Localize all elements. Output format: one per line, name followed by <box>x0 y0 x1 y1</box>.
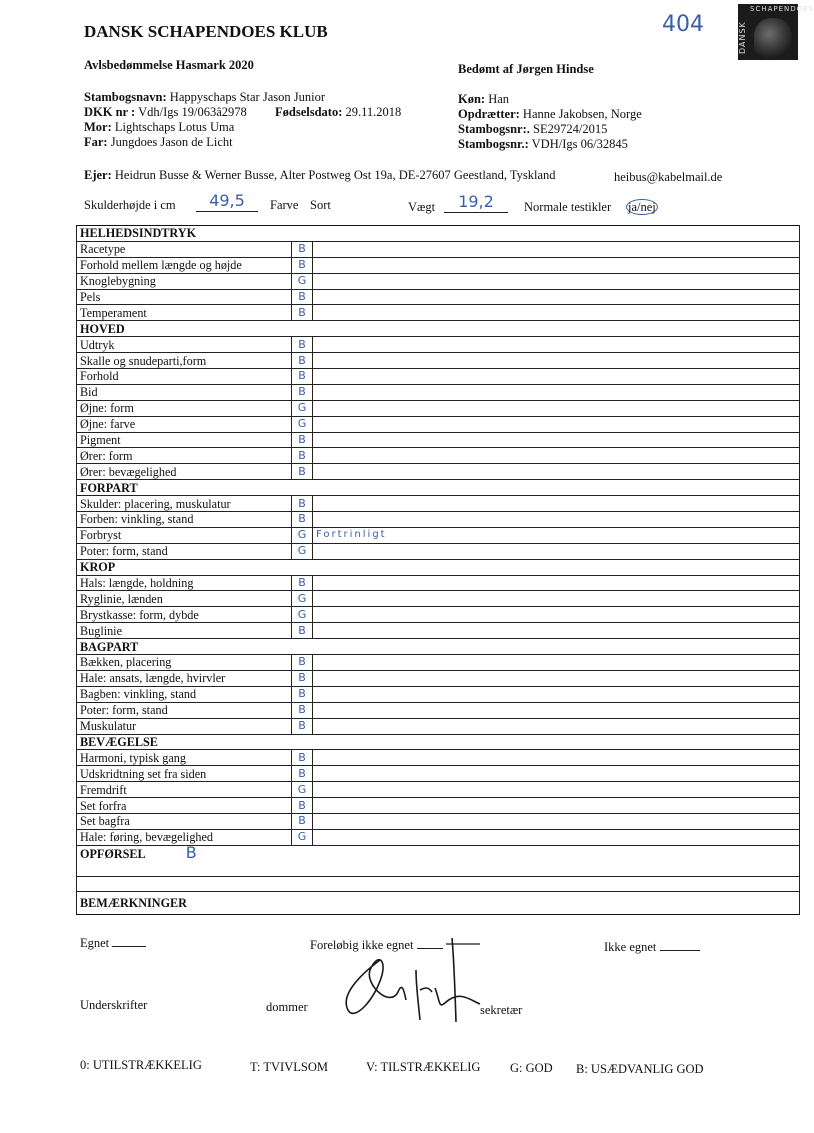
sex: Køn: Han <box>458 92 510 106</box>
criterion-label: Skulder: placering, muskulatur <box>77 496 292 512</box>
signatures-label: Underskrifter <box>80 998 148 1012</box>
table-row <box>77 448 800 464</box>
remark-cell <box>313 257 800 273</box>
criterion-label: Forhold <box>77 369 292 385</box>
section-title: BAGPART <box>77 639 800 655</box>
remark-cell <box>313 798 800 814</box>
grade-cell: B <box>292 813 313 829</box>
criterion-label: Skalle og snudeparti,form <box>77 353 292 369</box>
remark-cell: Fortrinligt <box>313 527 800 543</box>
grade-cell: B <box>292 257 313 273</box>
section-title: KROP <box>77 559 800 575</box>
owner-email: heibus@kabelmail.de <box>614 170 723 184</box>
color-value: Sort <box>310 198 331 212</box>
remark-cell <box>313 750 800 766</box>
criterion-label: Knoglebygning <box>77 273 292 289</box>
table-row <box>77 702 800 718</box>
criterion-label: Fremdrift <box>77 782 292 798</box>
criterion-label: Set bagfra <box>77 813 292 829</box>
table-row <box>77 670 800 686</box>
remark-cell <box>313 241 800 257</box>
behavior-grade: B <box>185 842 197 862</box>
remark-cell <box>313 655 800 671</box>
weight-field: 19,2 <box>444 192 508 213</box>
mother: Mor: Lightschaps Lotus Uma <box>84 120 235 134</box>
breeder: Opdrætter: Hanne Jakobsen, Norge <box>458 107 642 121</box>
remark-cell <box>313 353 800 369</box>
criterion-label: Poter: form, stand <box>77 702 292 718</box>
criterion-label: Udskridtning set fra siden <box>77 766 292 782</box>
legend-item-v: V: TILSTRÆKKELIG <box>366 1060 481 1074</box>
criterion-label: Brystkasse: form, dybde <box>77 607 292 623</box>
criterion-label: Udtryk <box>77 337 292 353</box>
table-row <box>77 241 800 257</box>
table-row <box>77 829 800 845</box>
grade-cell: B <box>292 702 313 718</box>
remark-cell <box>313 543 800 559</box>
remark-cell <box>313 305 800 321</box>
section-header <box>77 639 800 655</box>
criterion-label: Forbryst <box>77 527 292 543</box>
section-title: HELHEDSINDTRYK <box>77 226 800 242</box>
table-row <box>77 257 800 273</box>
grade-cell: G <box>292 416 313 432</box>
table-row <box>77 575 800 591</box>
dog-logo-image <box>754 18 792 58</box>
table-row <box>77 305 800 321</box>
behavior-cell <box>77 842 800 876</box>
criterion-label: Bid <box>77 384 292 400</box>
testicles-options: ja/nej <box>628 200 656 214</box>
secretary-signature-label: sekretær <box>480 1003 523 1017</box>
verdict-temp-unsuitable: Foreløbig ikke egnet <box>310 938 443 953</box>
grade-cell: B <box>292 575 313 591</box>
table-row <box>77 798 800 814</box>
handwritten-signature <box>320 930 500 1030</box>
criterion-label: Ører: bevægelighed <box>77 464 292 480</box>
grade-cell: B <box>292 369 313 385</box>
grade-cell: G <box>292 607 313 623</box>
grade-cell: B <box>292 623 313 639</box>
criterion-label: Hale: føring, bevægelighed <box>77 829 292 845</box>
criterion-label: Hale: ansats, længde, hvirvler <box>77 670 292 686</box>
criterion-label: Pels <box>77 289 292 305</box>
grade-cell: B <box>292 432 313 448</box>
remarks-row <box>77 891 800 914</box>
grade-cell: G <box>292 829 313 845</box>
criterion-label: Bagben: vinkling, stand <box>77 686 292 702</box>
remark-cell <box>313 496 800 512</box>
table-row <box>77 400 800 416</box>
pedigree-name: Stambogsnavn: Happyschaps Star Jason Junior <box>84 90 325 104</box>
grade-cell: B <box>292 384 313 400</box>
remark-cell <box>313 782 800 798</box>
weight-label: Vægt <box>408 200 436 214</box>
remarks-label: BEMÆRKNINGER <box>77 891 800 914</box>
legend-item-b: B: USÆDVANLIG GOD <box>576 1062 704 1076</box>
remark-cell <box>313 718 800 734</box>
remark-cell <box>313 702 800 718</box>
remark-cell <box>313 369 800 385</box>
grade-cell: B <box>292 512 313 528</box>
table-row <box>77 623 800 639</box>
remark-cell <box>313 670 800 686</box>
remark-cell <box>313 575 800 591</box>
color-label: Farve <box>270 198 299 212</box>
table-row <box>77 384 800 400</box>
criterion-label: Forben: vinkling, stand <box>77 512 292 528</box>
grade-cell: B <box>292 496 313 512</box>
section-title: BEVÆGELSE <box>77 734 800 750</box>
father: Far: Jungdoes Jason de Licht <box>84 135 233 149</box>
grade-cell: B <box>292 337 313 353</box>
criterion-label: Hals: længde, holdning <box>77 575 292 591</box>
criterion-label: Muskulatur <box>77 718 292 734</box>
remark-cell <box>313 432 800 448</box>
grade-cell: G <box>292 400 313 416</box>
table-row <box>77 512 800 528</box>
grade-cell: B <box>292 670 313 686</box>
remark-cell <box>313 384 800 400</box>
page-number: 404 <box>662 12 704 37</box>
table-row <box>77 686 800 702</box>
grade-cell: B <box>292 766 313 782</box>
remark-cell <box>313 400 800 416</box>
table-row <box>77 337 800 353</box>
dkk-number: DKK nr : Vdh/Igs 19/063â2978 <box>84 105 247 119</box>
club-logo: SCHAPENDOES DANSK <box>738 4 798 60</box>
blank-row <box>77 876 800 891</box>
table-row <box>77 750 800 766</box>
table-row <box>77 782 800 798</box>
table-row <box>77 813 800 829</box>
criterion-label: Forhold mellem længde og højde <box>77 257 292 273</box>
event-title: Avlsbedømmelse Hasmark 2020 <box>84 58 254 72</box>
evaluation-table <box>76 225 800 915</box>
grade-cell: B <box>292 241 313 257</box>
table-row <box>77 416 800 432</box>
legend-item-g: G: GOD <box>510 1061 553 1075</box>
remark-cell <box>313 607 800 623</box>
remark-cell <box>313 464 800 480</box>
criterion-label: Poter: form, stand <box>77 543 292 559</box>
verdict-suitable: Egnet <box>80 936 146 951</box>
grade-cell: B <box>292 750 313 766</box>
registration-number-1: Stambogsnr:. SE29724/2015 <box>458 122 608 136</box>
grade-cell: B <box>292 464 313 480</box>
criterion-label: Øjne: farve <box>77 416 292 432</box>
section-header <box>77 480 800 496</box>
criterion-label: Set forfra <box>77 798 292 814</box>
birth-date: Fødselsdato: 29.11.2018 <box>275 105 402 119</box>
registration-number-2: Stambogsnr.: VDH/Igs 06/32845 <box>458 137 628 151</box>
table-row <box>77 655 800 671</box>
table-row <box>77 464 800 480</box>
behavior-row <box>77 845 800 876</box>
table-row <box>77 432 800 448</box>
criterion-label: Pigment <box>77 432 292 448</box>
grade-cell: G <box>292 782 313 798</box>
criterion-label: Temperament <box>77 305 292 321</box>
remark-cell <box>313 416 800 432</box>
table-row <box>77 607 800 623</box>
criterion-label: Øjne: form <box>77 400 292 416</box>
legend-item-t: T: TVIVLSOM <box>250 1060 328 1074</box>
table-row <box>77 527 800 543</box>
grade-cell: B <box>292 353 313 369</box>
grade-cell: B <box>292 289 313 305</box>
table-row <box>77 543 800 559</box>
criterion-label: Ryglinie, lænden <box>77 591 292 607</box>
table-row <box>77 496 800 512</box>
remark-cell <box>313 686 800 702</box>
table-row <box>77 718 800 734</box>
table-row <box>77 591 800 607</box>
grade-cell: B <box>292 798 313 814</box>
table-row <box>77 273 800 289</box>
criterion-label: Ører: form <box>77 448 292 464</box>
section-header <box>77 559 800 575</box>
criterion-label: Racetype <box>77 241 292 257</box>
criterion-label: Harmoni, typisk gang <box>77 750 292 766</box>
grade-cell: G <box>292 273 313 289</box>
remark-cell <box>313 591 800 607</box>
table-row <box>77 353 800 369</box>
grade-cell: G <box>292 527 313 543</box>
grade-cell: B <box>292 305 313 321</box>
grade-cell: G <box>292 591 313 607</box>
table-row <box>77 766 800 782</box>
section-header <box>77 734 800 750</box>
judge-name: Bedømt af Jørgen Hindse <box>458 62 594 76</box>
section-title: FORPART <box>77 480 800 496</box>
remark-cell <box>313 829 800 845</box>
criterion-label: Buglinie <box>77 623 292 639</box>
section-header <box>77 226 800 242</box>
section-header <box>77 321 800 337</box>
criterion-label: Bækken, placering <box>77 655 292 671</box>
remark-cell <box>313 512 800 528</box>
judge-signature-label: dommer <box>266 1000 308 1014</box>
grade-cell: B <box>292 655 313 671</box>
table-row <box>77 289 800 305</box>
section-title: HOVED <box>77 321 800 337</box>
grade-cell: G <box>292 543 313 559</box>
height-label: Skulderhøjde i cm <box>84 198 176 212</box>
club-title: DANSK SCHAPENDOES KLUB <box>84 22 328 41</box>
grade-cell: B <box>292 686 313 702</box>
owner: Ejer: Heidrun Busse & Werner Busse, Alter Postweg Ost 19a, DE-27607 Geestland, Tyskland <box>84 168 556 182</box>
remark-cell <box>313 448 800 464</box>
legend-item-0: 0: UTILSTRÆKKELIG <box>80 1058 202 1072</box>
behavior-label: OPFØRSEL <box>80 846 146 861</box>
remark-cell <box>313 623 800 639</box>
remark-cell <box>313 766 800 782</box>
remark-cell <box>313 289 800 305</box>
grade-cell: B <box>292 718 313 734</box>
testicles-label: Normale testikler <box>524 200 612 214</box>
table-row <box>77 369 800 385</box>
height-field: 49,5 <box>196 191 258 212</box>
remark-cell <box>313 337 800 353</box>
verdict-unsuitable: Ikke egnet <box>604 940 700 955</box>
remark-cell <box>313 813 800 829</box>
remark-cell <box>313 273 800 289</box>
grade-cell: B <box>292 448 313 464</box>
